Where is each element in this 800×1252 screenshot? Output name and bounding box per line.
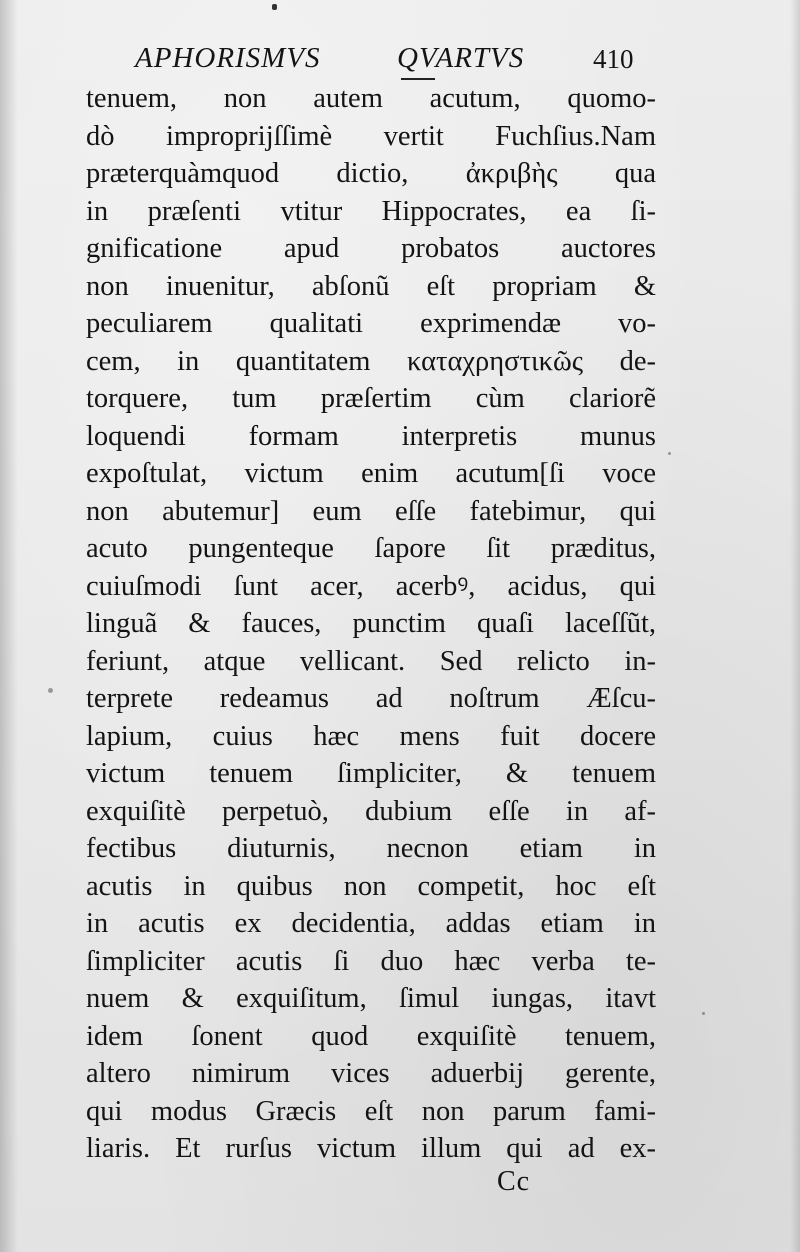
text-line: præterquàmquod dictio, ἀκριβὴς qua [86, 158, 656, 189]
text-line: victum tenuem ſimpliciter, & tenuem [86, 758, 656, 789]
paper-speck [668, 452, 671, 455]
text-line: acutis in quibus non competit, hoc eſt [86, 870, 656, 902]
paper-speck [702, 1012, 705, 1015]
text-line: non inuenitur, abſonũ eſt propriam & [86, 270, 656, 302]
page-edge-shadow-left [0, 0, 18, 1252]
text-line: expoſtulat, victum enim acutum[ſi voce [86, 458, 656, 489]
text-line: exquiſitè perpetuò, dubium eſſe in af- [86, 795, 656, 827]
text-line: altero nimirum vices aduerbij gerente, [86, 1058, 656, 1089]
text-line: peculiarem qualitati exprimendæ vo- [86, 308, 656, 339]
running-head-title-part2 [397, 42, 524, 75]
text-line: idem ſonent quod exquiſitè tenuem, [86, 1020, 656, 1052]
signature-mark: Cc [497, 1166, 531, 1197]
running-head-title-part2-text: QVARTVS [397, 42, 525, 74]
paper-speck [48, 688, 53, 693]
running-head [135, 42, 655, 84]
ink-mark [272, 4, 277, 10]
text-line: linguã & fauces, punctim quaſi laceſſũt, [86, 608, 656, 639]
text-line: gnificatione apud probatos auctores [86, 233, 656, 264]
text-line: qui modus Græcis eſt non parum fami- [86, 1095, 656, 1127]
body-text [86, 80, 656, 1168]
text-line: torquere, tum præſertim cùm clariorẽ [86, 383, 656, 414]
text-line: non abutemur] eum eſſe fatebimur, qui [86, 495, 656, 527]
page-edge-shadow-right [790, 0, 800, 1252]
text-line: terprete redeamus ad noſtrum Æſcu- [86, 683, 656, 714]
text-line: cuiuſmodi ſunt acer, acerbꝰ, acidus, qui [86, 570, 656, 602]
page-number: 410 [593, 44, 634, 74]
text-line: liaris. Et rurſus victum illum qui ad ex- [86, 1133, 656, 1164]
text-line: tenuem, non autem acutum, quomo- [86, 83, 656, 114]
text-line: acuto pungenteque ſapore ſit præditus, [86, 533, 656, 564]
text-line: loquendi formam interpretis munus [86, 420, 656, 452]
text-line: ſimpliciter acutis ſi duo hæc verba te- [86, 945, 656, 977]
text-line: lapium, cuius hæc mens fuit docere [86, 720, 656, 752]
text-line: in acutis ex decidentia, addas etiam in [86, 908, 656, 939]
text-line: in præſenti vtitur Hippocrates, ea ſi- [86, 195, 656, 227]
text-line: feriunt, atque vellicant. Sed relicto in- [86, 645, 656, 677]
text-line: fectibus diuturnis, necnon etiam in [86, 833, 656, 864]
text-line: cem, in quantitatem καταχρηστικῶς de- [86, 345, 656, 377]
text-line: nuem & exquiſitum, ſimul iungas, itavt [86, 983, 656, 1014]
running-head-title-part1: APHORISMVS [135, 42, 321, 74]
text-line: dò improprijſſimè vertit Fuchſius.Nam [86, 120, 656, 152]
